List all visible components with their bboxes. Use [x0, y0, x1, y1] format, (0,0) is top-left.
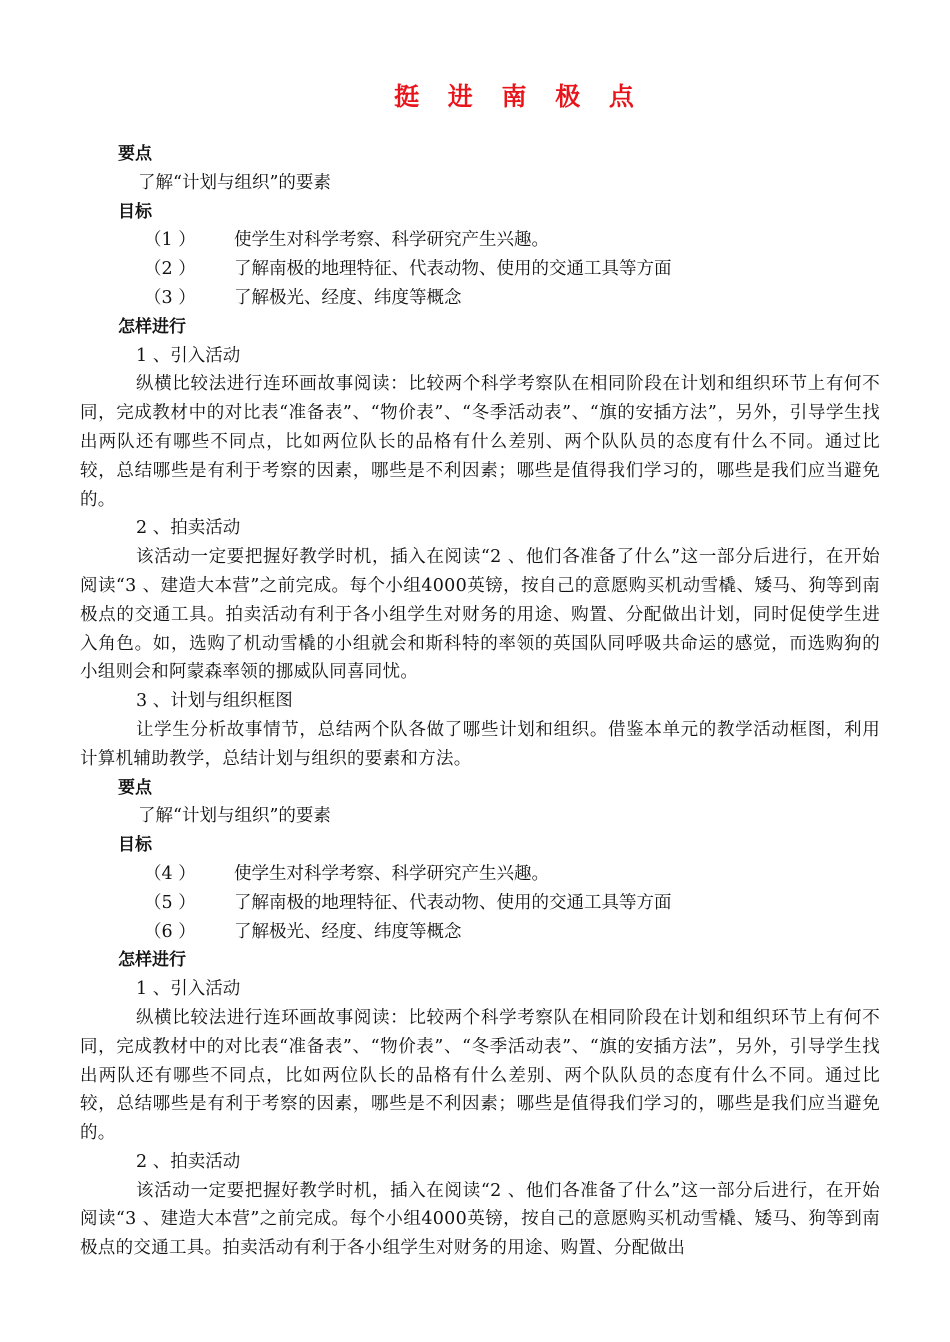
goal-item	[80, 284, 880, 313]
step-title: 2 、拍卖活动	[136, 1151, 241, 1172]
document-body	[80, 140, 880, 1263]
how-to-heading: 怎样进行	[118, 950, 186, 971]
page-title: 挺 进 南 极 点	[394, 82, 644, 111]
goal-item	[80, 860, 880, 889]
key-points-heading: 要点	[118, 777, 152, 798]
goal-number: （3 ）	[144, 287, 196, 308]
goal-text: 使学生对科学考察、科学研究产生兴趣。	[234, 230, 549, 251]
goal-number: （1 ）	[144, 230, 196, 251]
goals-heading: 目标	[118, 201, 152, 222]
goal-item	[80, 255, 880, 284]
goal-item	[80, 889, 880, 918]
goal-item	[80, 918, 880, 947]
goal-item	[80, 226, 880, 255]
step-title: 3 、计划与组织框图	[136, 691, 293, 712]
goal-text: 了解极光、经度、纬度等概念	[234, 921, 462, 942]
key-points-text: 了解“计划与组织”的要素	[138, 806, 331, 827]
key-points-heading: 要点	[118, 144, 152, 164]
goal-number: （4 ）	[144, 863, 196, 884]
goals-heading: 目标	[118, 835, 152, 856]
goal-text: 使学生对科学考察、科学研究产生兴趣。	[234, 863, 549, 884]
step-paragraph: 让学生分析故事情节，总结两个队各做了哪些计划和组织。借鉴本单元的教学活动框图，利用计算机辅助教学，总结计划与组织的要素和方法。	[80, 719, 880, 769]
goal-number: （6 ）	[144, 921, 196, 942]
step-paragraph: 纵横比较法进行连环画故事阅读：比较两个科学考察队在相同阶段在计划和组织环节上有何不同，完成教材中的对比表“准备表”、“物价表”、“冬季活动表”、“旗的安插方法”，另外，引导学生找出两队还有哪些不同点，比如两位队长的品格有什么差别、两个队队员的态度有什么不同。通过比较，总结哪些是有利于考察的因素，哪些是不利因素；哪些是值得我们学习的，哪些是我们应当避免的。	[80, 1007, 880, 1144]
goal-text: 了解南极的地理特征、代表动物、使用的交通工具等方面	[234, 259, 672, 280]
step-paragraph: 纵横比较法进行连环画故事阅读：比较两个科学考察队在相同阶段在计划和组织环节上有何不同，完成教材中的对比表“准备表”、“物价表”、“冬季活动表”、“旗的安插方法”，另外，引导学生找出两队还有哪些不同点，比如两位队长的品格有什么差别、两个队队员的态度有什么不同。通过比较，总结哪些是有利于考察的因素，哪些是不利因素；哪些是值得我们学习的，哪些是我们应当避免的。	[80, 374, 880, 510]
how-to-heading: 怎样进行	[118, 316, 186, 337]
step-title: 1 、引入活动	[136, 345, 241, 366]
goal-text: 了解极光、经度、纬度等概念	[234, 287, 462, 308]
key-points-text: 了解“计划与组织”的要素	[138, 172, 331, 193]
goal-text: 了解南极的地理特征、代表动物、使用的交通工具等方面	[234, 892, 672, 913]
step-title: 2 、拍卖活动	[136, 518, 241, 539]
step-title: 1 、引入活动	[136, 979, 241, 1000]
step-paragraph: 该活动一定要把握好教学时机，插入在阅读“2 、他们各准备了什么”这一部分后进行，在开始阅读“3 、建造大本营”之前完成。每个小组4000英镑，按自己的意愿购买机动雪橇、矮马、狗等到南极点的交通工具。拍卖活动有利于各小组学生对财务的用途、购置、分配做出	[80, 1180, 880, 1259]
goal-number: （2 ）	[144, 259, 196, 280]
step-paragraph: 该活动一定要把握好教学时机，插入在阅读“2 、他们各准备了什么”这一部分后进行，在开始阅读“3 、建造大本营”之前完成。每个小组4000英镑，按自己的意愿购买机动雪橇、矮马、狗等到南极点的交通工具。拍卖活动有利于各小组学生对财务的用途、购置、分配做出计划，同时促使学生进入角色。如，选购了机动雪橇的小组就会和斯科特的率领的英国队同呼吸共命运的感觉，而选购狗的小组则会和阿蒙森率领的挪威队同喜同忧。	[80, 547, 880, 683]
goal-number: （5 ）	[144, 892, 196, 913]
